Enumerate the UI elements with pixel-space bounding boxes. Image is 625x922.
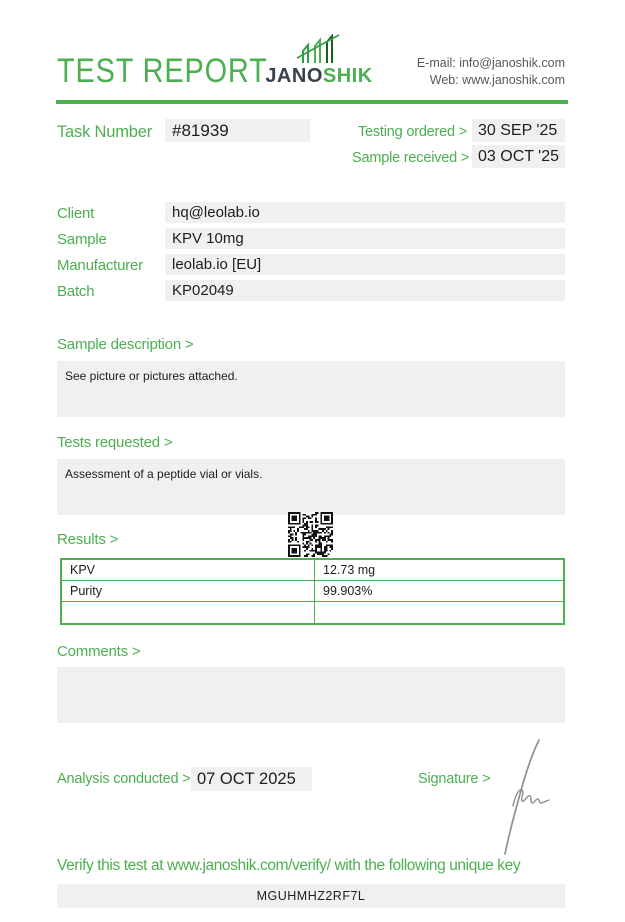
contact-block [417, 55, 565, 89]
logo-wordmark [263, 65, 375, 88]
task-number-label: Task Number [57, 123, 152, 141]
tests-requested-label: Tests requested > [57, 434, 173, 451]
sample-label: Sample [57, 231, 107, 248]
chart-bars-icon [293, 34, 345, 64]
analysis-conducted-label: Analysis conducted > [57, 771, 191, 787]
table-cell-analyte [62, 602, 314, 623]
table-cell-analyte: Purity [62, 581, 314, 602]
sample-received-label: Sample received > [352, 150, 470, 166]
logo-jano: JANO [265, 65, 323, 87]
sample-description-label: Sample description > [57, 336, 194, 353]
batch-label: Batch [57, 283, 95, 300]
batch-value: KP02049 [165, 280, 565, 301]
testing-ordered-value: 30 SEP '25 [472, 119, 565, 142]
manufacturer-value: leolab.io [EU] [165, 254, 565, 275]
sample-value: KPV 10mg [165, 228, 565, 249]
comments-box [57, 667, 565, 723]
client-value: hq@leolab.io [165, 202, 565, 223]
comments-label: Comments > [57, 643, 141, 660]
header-divider [56, 100, 568, 104]
tests-requested-box [57, 459, 565, 515]
sample-description-text: See picture or pictures attached. [65, 369, 238, 383]
signature-label: Signature > [418, 771, 491, 787]
manufacturer-label: Manufacturer [57, 257, 143, 274]
table-cell-analyte: KPV [62, 560, 314, 581]
table-cell-amount: 99.903% [314, 581, 563, 602]
testing-ordered-label: Testing ordered > [357, 124, 467, 140]
tests-requested-text: Assessment of a peptide vial or vials. [65, 467, 263, 481]
table-cell-amount: 12.73 mg [314, 560, 563, 581]
sample-received-value: 03 OCT '25 [472, 145, 565, 168]
results-table [60, 558, 565, 625]
janoshik-logo [263, 34, 375, 88]
contact-web: Web: www.janoshik.com [429, 73, 565, 87]
table-cell-amount [314, 602, 563, 623]
contact-email: E-mail: info@janoshik.com [416, 56, 565, 70]
verify-instruction: Verify this test at www.janoshik.com/verify/ with the following unique key [57, 857, 521, 874]
sample-description-box [57, 361, 565, 417]
task-number-value: #81939 [165, 119, 310, 142]
client-label: Client [57, 205, 95, 222]
qr-code [288, 512, 333, 557]
page-title: TEST REPORT [57, 52, 268, 90]
unique-key-value: MGUHMHZ2RF7L [57, 884, 565, 908]
signature-image [493, 736, 553, 858]
analysis-conducted-value: 07 OCT 2025 [191, 767, 312, 791]
results-label: Results > [57, 531, 119, 548]
logo-shik: SHIK [322, 65, 373, 87]
